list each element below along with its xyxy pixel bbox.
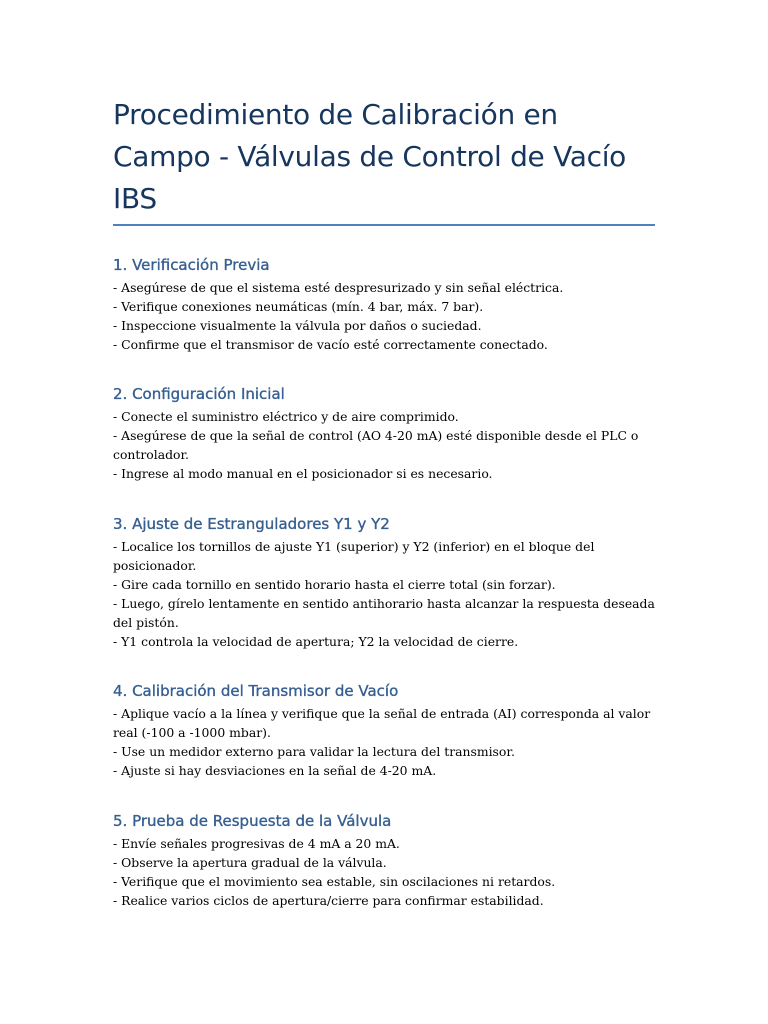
section-line: - Realice varios ciclos de apertura/cierre para confirmar estabilidad. bbox=[113, 893, 544, 908]
section-heading: 5. Prueba de Respuesta de la Válvula bbox=[113, 812, 392, 830]
section-line: - Verifique conexiones neumáticas (mín. 4 bar, máx. 7 bar). bbox=[113, 299, 484, 314]
section-body bbox=[113, 407, 655, 483]
section-body bbox=[113, 537, 655, 651]
section-prueba-respuesta bbox=[113, 811, 655, 910]
section-line: - Y1 controla la velocidad de apertura; Y2 la velocidad de cierre. bbox=[113, 634, 519, 649]
section-ajuste-estranguladores bbox=[113, 514, 655, 651]
section-line: - Observe la apertura gradual de la válvula. bbox=[113, 855, 387, 870]
section-line: - Conecte el suministro eléctrico y de aire comprimido. bbox=[113, 409, 459, 424]
section-line: - Ingrese al modo manual en el posicionador si es necesario. bbox=[113, 466, 493, 481]
section-body bbox=[113, 278, 655, 354]
section-line: - Use un medidor externo para validar la lectura del transmisor. bbox=[113, 744, 515, 759]
section-line: - Confirme que el transmisor de vacío esté correctamente conectado. bbox=[113, 337, 548, 352]
section-heading: 1. Verificación Previa bbox=[113, 256, 270, 274]
section-verificacion-previa bbox=[113, 255, 655, 354]
section-line: - Aplique vacío a la línea y verifique que la señal de entrada (AI) corresponda al valor real (-100 a -1000 mbar). bbox=[113, 706, 651, 740]
section-line: - Asegúrese de que la señal de control (AO 4-20 mA) esté disponible desde el PLC o controlador. bbox=[113, 428, 639, 462]
section-line: - Localice los tornillos de ajuste Y1 (superior) y Y2 (inferior) en el bloque del posicionador. bbox=[113, 539, 595, 573]
section-line: - Gire cada tornillo en sentido horario hasta el cierre total (sin forzar). bbox=[113, 577, 556, 592]
document-page bbox=[113, 94, 655, 910]
title-underline bbox=[113, 224, 655, 226]
section-line: - Ajuste si hay desviaciones en la señal de 4-20 mA. bbox=[113, 763, 437, 778]
section-heading: 4. Calibración del Transmisor de Vacío bbox=[113, 682, 399, 700]
section-body bbox=[113, 704, 655, 780]
section-line: - Verifique que el movimiento sea estable, sin oscilaciones ni retardos. bbox=[113, 874, 556, 889]
section-line: - Luego, gírelo lentamente en sentido antihorario hasta alcanzar la respuesta deseada del pistón. bbox=[113, 596, 655, 630]
section-body bbox=[113, 834, 655, 910]
section-calibracion-transmisor bbox=[113, 681, 655, 780]
section-configuracion-inicial bbox=[113, 384, 655, 483]
document-title: Procedimiento de Calibración en Campo - Válvulas de Control de Vacío IBS bbox=[113, 98, 627, 215]
section-line: - Asegúrese de que el sistema esté despresurizado y sin señal eléctrica. bbox=[113, 280, 564, 295]
section-line: - Inspeccione visualmente la válvula por daños o suciedad. bbox=[113, 318, 482, 333]
section-heading: 3. Ajuste de Estranguladores Y1 y Y2 bbox=[113, 515, 390, 533]
section-line: - Envíe señales progresivas de 4 mA a 20 mA. bbox=[113, 836, 400, 851]
section-heading: 2. Configuración Inicial bbox=[113, 385, 285, 403]
